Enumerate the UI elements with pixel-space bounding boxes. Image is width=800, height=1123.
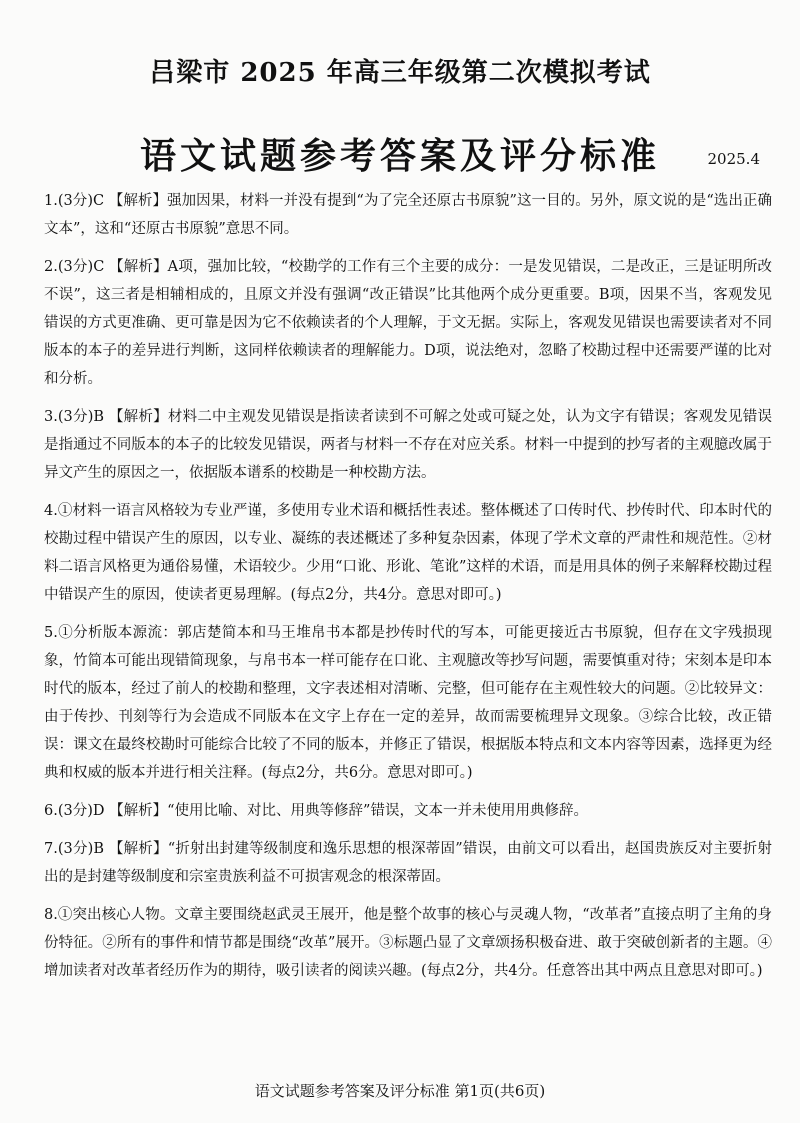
answer-text: ①分析版本源流：郭店楚简本和马王堆帛书本都是抄传时代的写本，可能更接近古书原貌，但存在文字残损现象，竹简本可能出现错简现象，与帛书本一样可能存在口讹、主观臆改等抄写问题，需要慎重对待；宋刻本是印本时代的版本，经过了前人的校勘和整理，文字表述相对清晰、完整，但可能存在主观性较大的问题。②比较异文：由于传抄、刊刻等行为会造成不同版本在文字上存在一定的差异，故而需要梳理异文现象。③综合比较，改正错误：课文在最终校勘时可能综合比较了不同的版本，并修正了错误，根据版本特点和文本内容等因素，选择更为经典和权威的版本并进行相关注释。(每点2分，共6分。意思对即可。) xyxy=(44,625,772,781)
exam-title: 吕梁市 2025 年高三年级第二次模拟考试 xyxy=(149,58,651,88)
answer-text: (3分)C 【解析】强加因果，材料一并没有提到“为了完全还原古书原貌”这一目的。另外，原文说的是“选出正确文本”，这和“还原古书原貌”意思不同。 xyxy=(44,193,772,237)
answer-number: 2. xyxy=(44,259,58,275)
answer-item-5 xyxy=(44,619,772,787)
answer-item-4 xyxy=(44,497,772,609)
answer-number: 1. xyxy=(44,193,58,209)
answer-text: (3分)C 【解析】A项，强加比较，“校勘学的工作有三个主要的成分：一是发见错误，二是改正，三是证明所改不误”，这三者是相辅相成的，且原文并没有强调“改正错误”比其他两个成分更重要。B项，因果不当，客观发见错误的方式更准确、更可靠是因为它不依赖读者的个人理解，于文无据。实际上，客观发见错误也需要读者对不同版本的本子的差异进行判断，这同样依赖读者的理解能力。D项，说法绝对，忽略了校勘过程中还需要严谨的比对和分析。 xyxy=(44,259,772,387)
answer-number: 8. xyxy=(44,907,58,923)
answer-text: (3分)B 【解析】材料二中主观发见错误是指读者读到不可解之处或可疑之处，认为文字有错误；客观发见错误是指通过不同版本的本子的比较发见错误，两者与材料一不存在对应关系。材料一中提到的抄写者的主观臆改属于异文产生的原因之一，依据版本谱系的校勘是一种校勘方法。 xyxy=(44,409,772,481)
answer-number: 3. xyxy=(44,409,58,425)
answer-text: ①材料一语言风格较为专业严谨，多使用专业术语和概括性表述。整体概述了口传时代、抄传时代、印本时代的校勘过程中错误产生的原因，以专业、凝练的表述概述了多种复杂因素，体现了学术文章的严肃性和规范性。②材料二语言风格更为通俗易懂，术语较少。少用“口讹、形讹、笔讹”这样的术语，而是用具体的例子来解释校勘过程中错误产生的原因，使读者更易理解。(每点2分，共4分。意思对即可。) xyxy=(44,503,772,603)
answer-item-2 xyxy=(44,253,772,393)
answer-number: 4. xyxy=(44,503,58,519)
document-date: 2025.4 xyxy=(707,150,760,168)
answer-item-8 xyxy=(44,901,772,985)
answer-item-6 xyxy=(44,797,772,825)
answers-list xyxy=(44,187,772,995)
answer-item-7 xyxy=(44,835,772,891)
answer-number: 5. xyxy=(44,625,58,641)
document-title: 语文试题参考答案及评分标准 xyxy=(139,135,660,177)
answer-text: (3分)D 【解析】“使用比喻、对比、用典等修辞”错误，文本一并未使用用典修辞。 xyxy=(57,803,588,819)
page-footer: 语文试题参考答案及评分标准 第1页(共6页) xyxy=(254,1082,546,1100)
answer-number: 6. xyxy=(44,803,58,819)
answer-text: (3分)B 【解析】“折射出封建等级制度和逸乐思想的根深蒂固”错误，由前文可以看出，赵国贵族反对主要折射出的是封建等级制度和宗室贵族利益不可损害观念的根深蒂固。 xyxy=(44,841,772,885)
answer-text: ①突出核心人物。文章主要围绕赵武灵王展开，他是整个故事的核心与灵魂人物，“改革者”直接点明了主角的身份特征。②所有的事件和情节都是围绕“改革”展开。③标题凸显了文章颂扬积极奋进、敢于突破创新者的主题。④增加读者对改革者经历作为的期待，吸引读者的阅读兴趣。(每点2分，共4分。任意答出其中两点且意思对即可。) xyxy=(44,907,772,979)
answer-number: 7. xyxy=(44,841,58,857)
answer-item-1 xyxy=(44,187,772,243)
answer-item-3 xyxy=(44,403,772,487)
